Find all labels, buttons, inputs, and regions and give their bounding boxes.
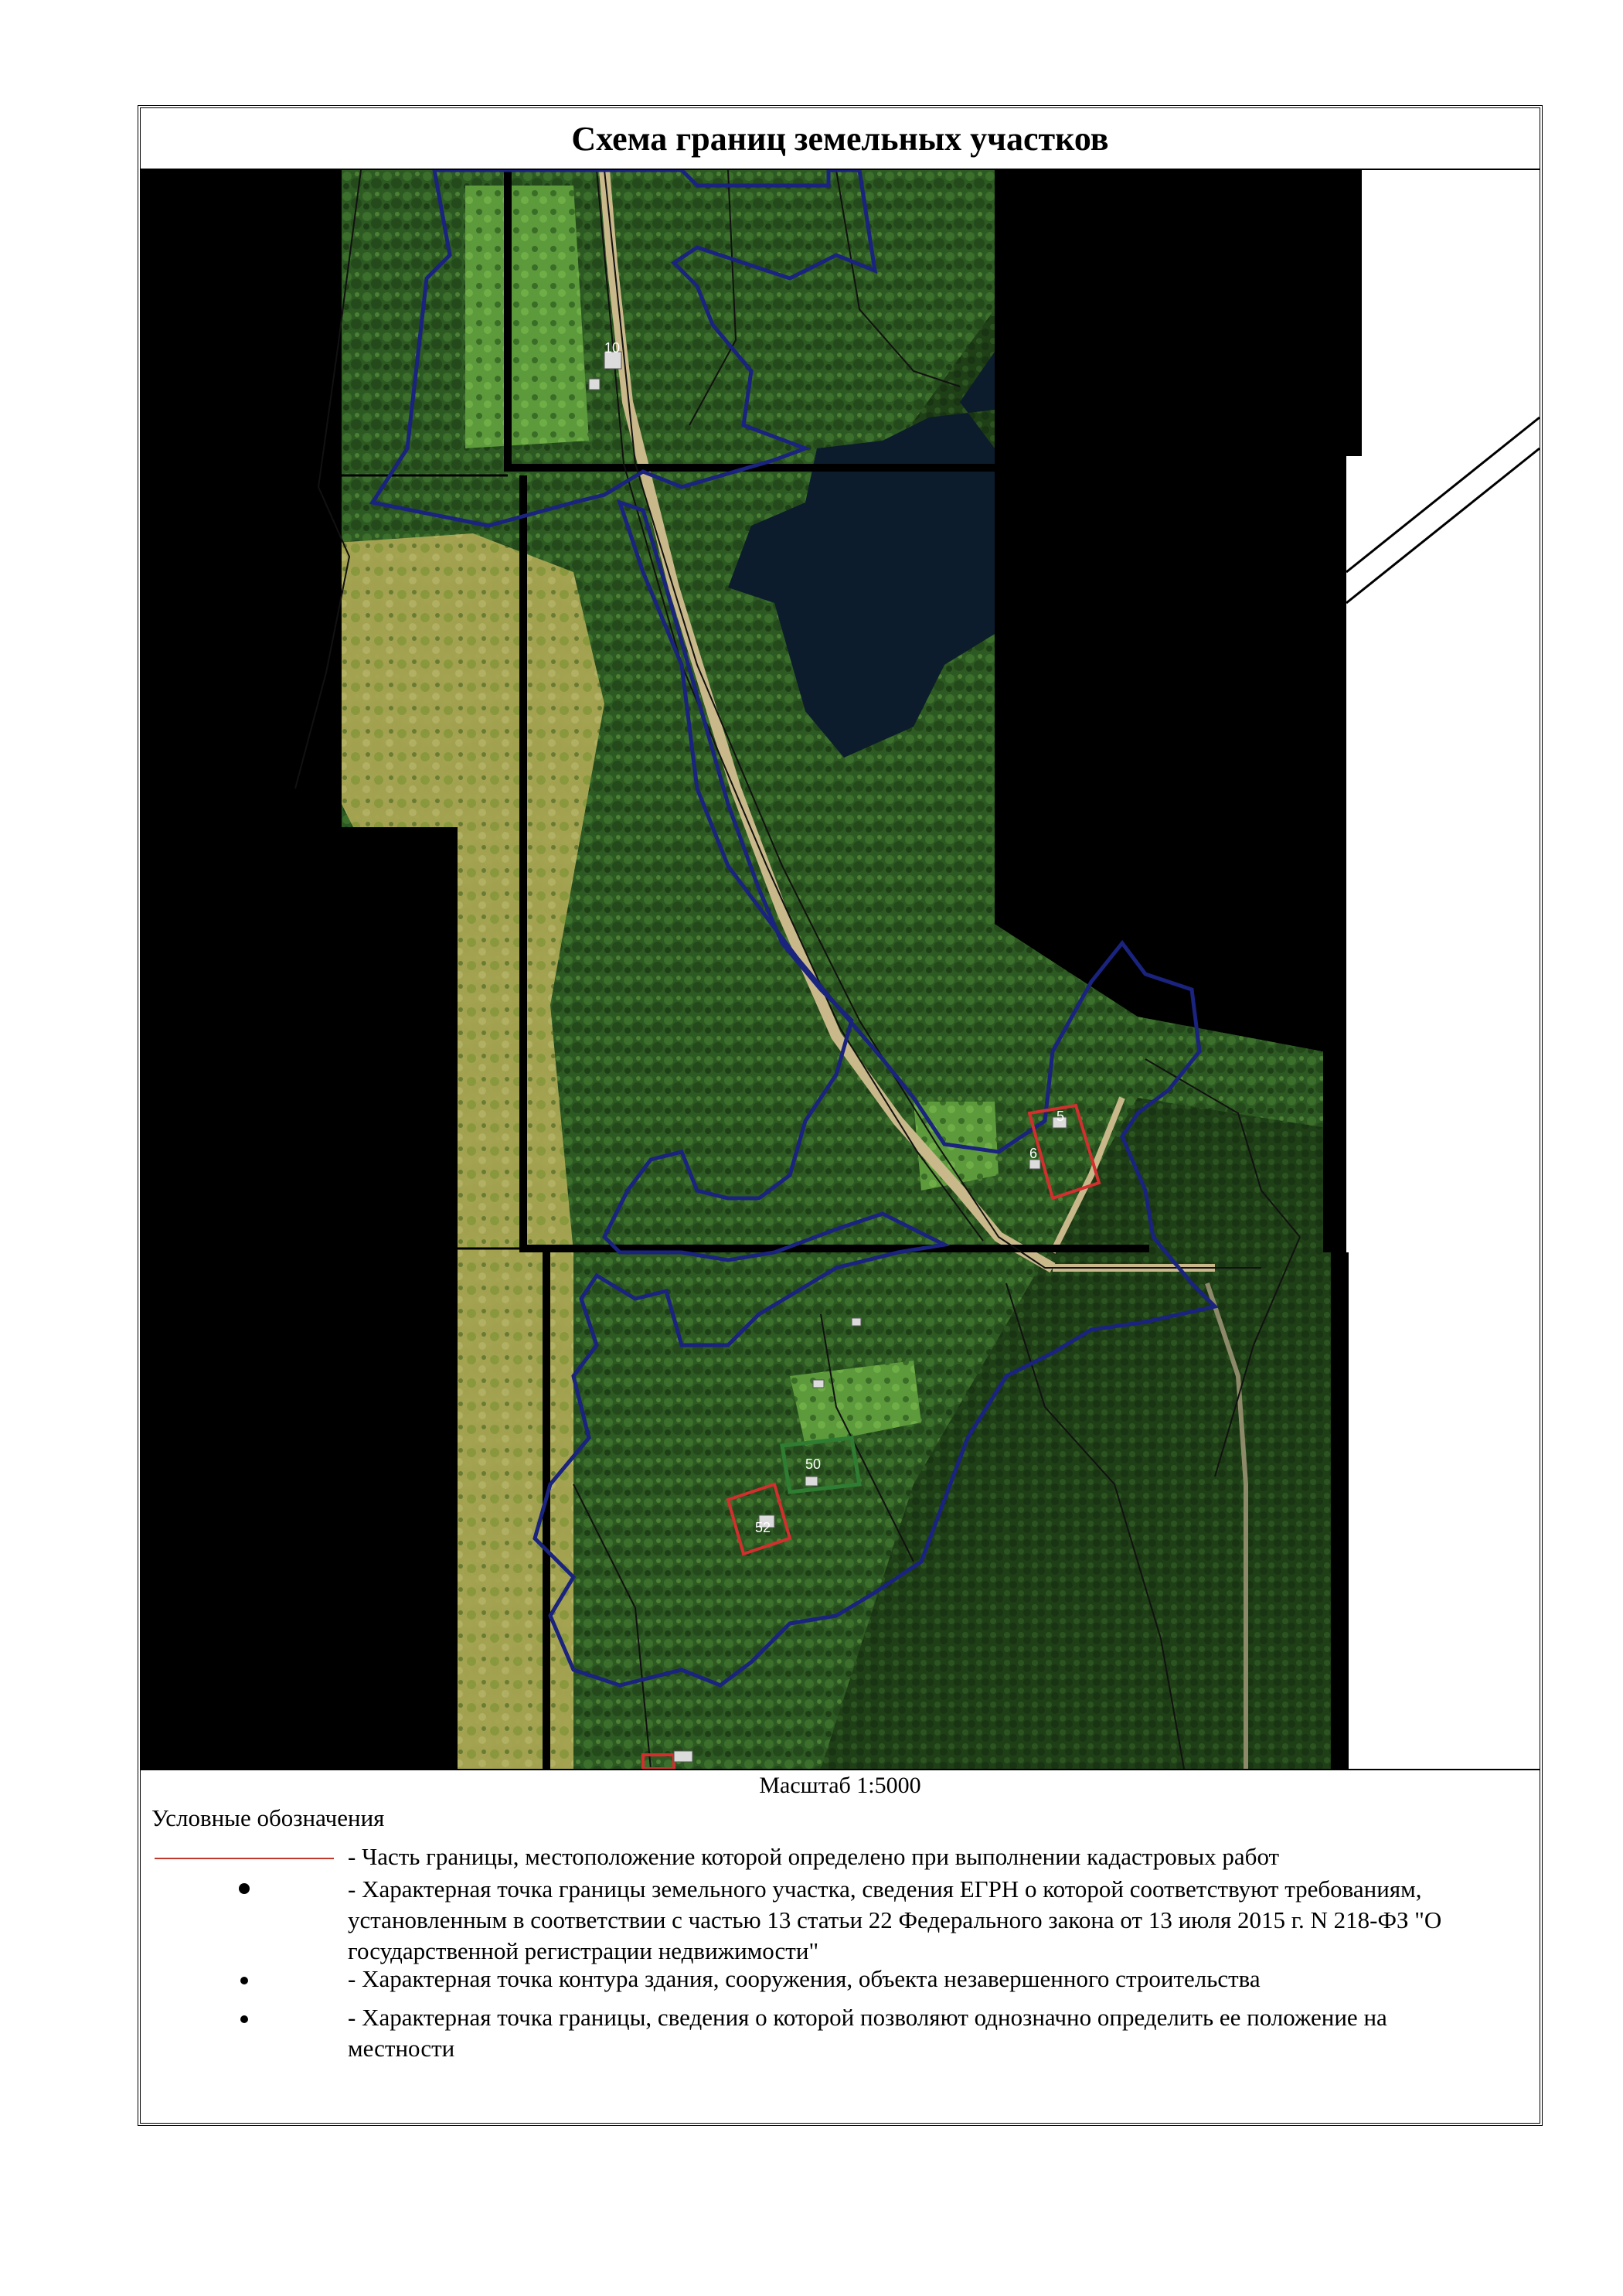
legend-small-dot-symbol-2: [240, 2015, 248, 2023]
legend-item-red-line: - Часть границы, местоположение которой определено при выполнении кадастровых работ: [348, 1843, 1280, 1870]
legend-small-dot-symbol: [240, 1977, 248, 1984]
legend-large-dot-symbol: [239, 1883, 250, 1894]
page-title: Схема границ земельных участков: [141, 108, 1540, 170]
map-label: 5: [1056, 1109, 1065, 1124]
legend-red-line-symbol: [155, 1858, 334, 1859]
legend-heading: Условные обозначения: [151, 1804, 385, 1831]
legend-item-large-dot: - Характерная точка границы земельного участка, сведения ЕГРН о которой соответствуют требованиям, установленным в соответствии с частью 13 статьи 22 Федерального закона от 13 июля 2015 г. N 218-ФЗ "О государственной регистрации недвижимости": [348, 1875, 1442, 1964]
legend-item-boundary-point: - Характерная точка границы, сведения о которой позволяют однозначно определить ее положение на местности: [348, 2004, 1387, 2062]
scale-label: Масштаб 1:5000: [141, 1769, 1540, 1800]
map-label: 50: [805, 1456, 822, 1472]
map-label: 6: [1029, 1146, 1038, 1161]
map-label: 10: [604, 340, 621, 356]
aerial-map[interactable]: [141, 170, 1540, 1769]
legend-item-building-point: - Характерная точка контура здания, сооружения, объекта незавершенного строительства: [348, 1965, 1261, 1992]
map-label: 52: [755, 1520, 771, 1535]
